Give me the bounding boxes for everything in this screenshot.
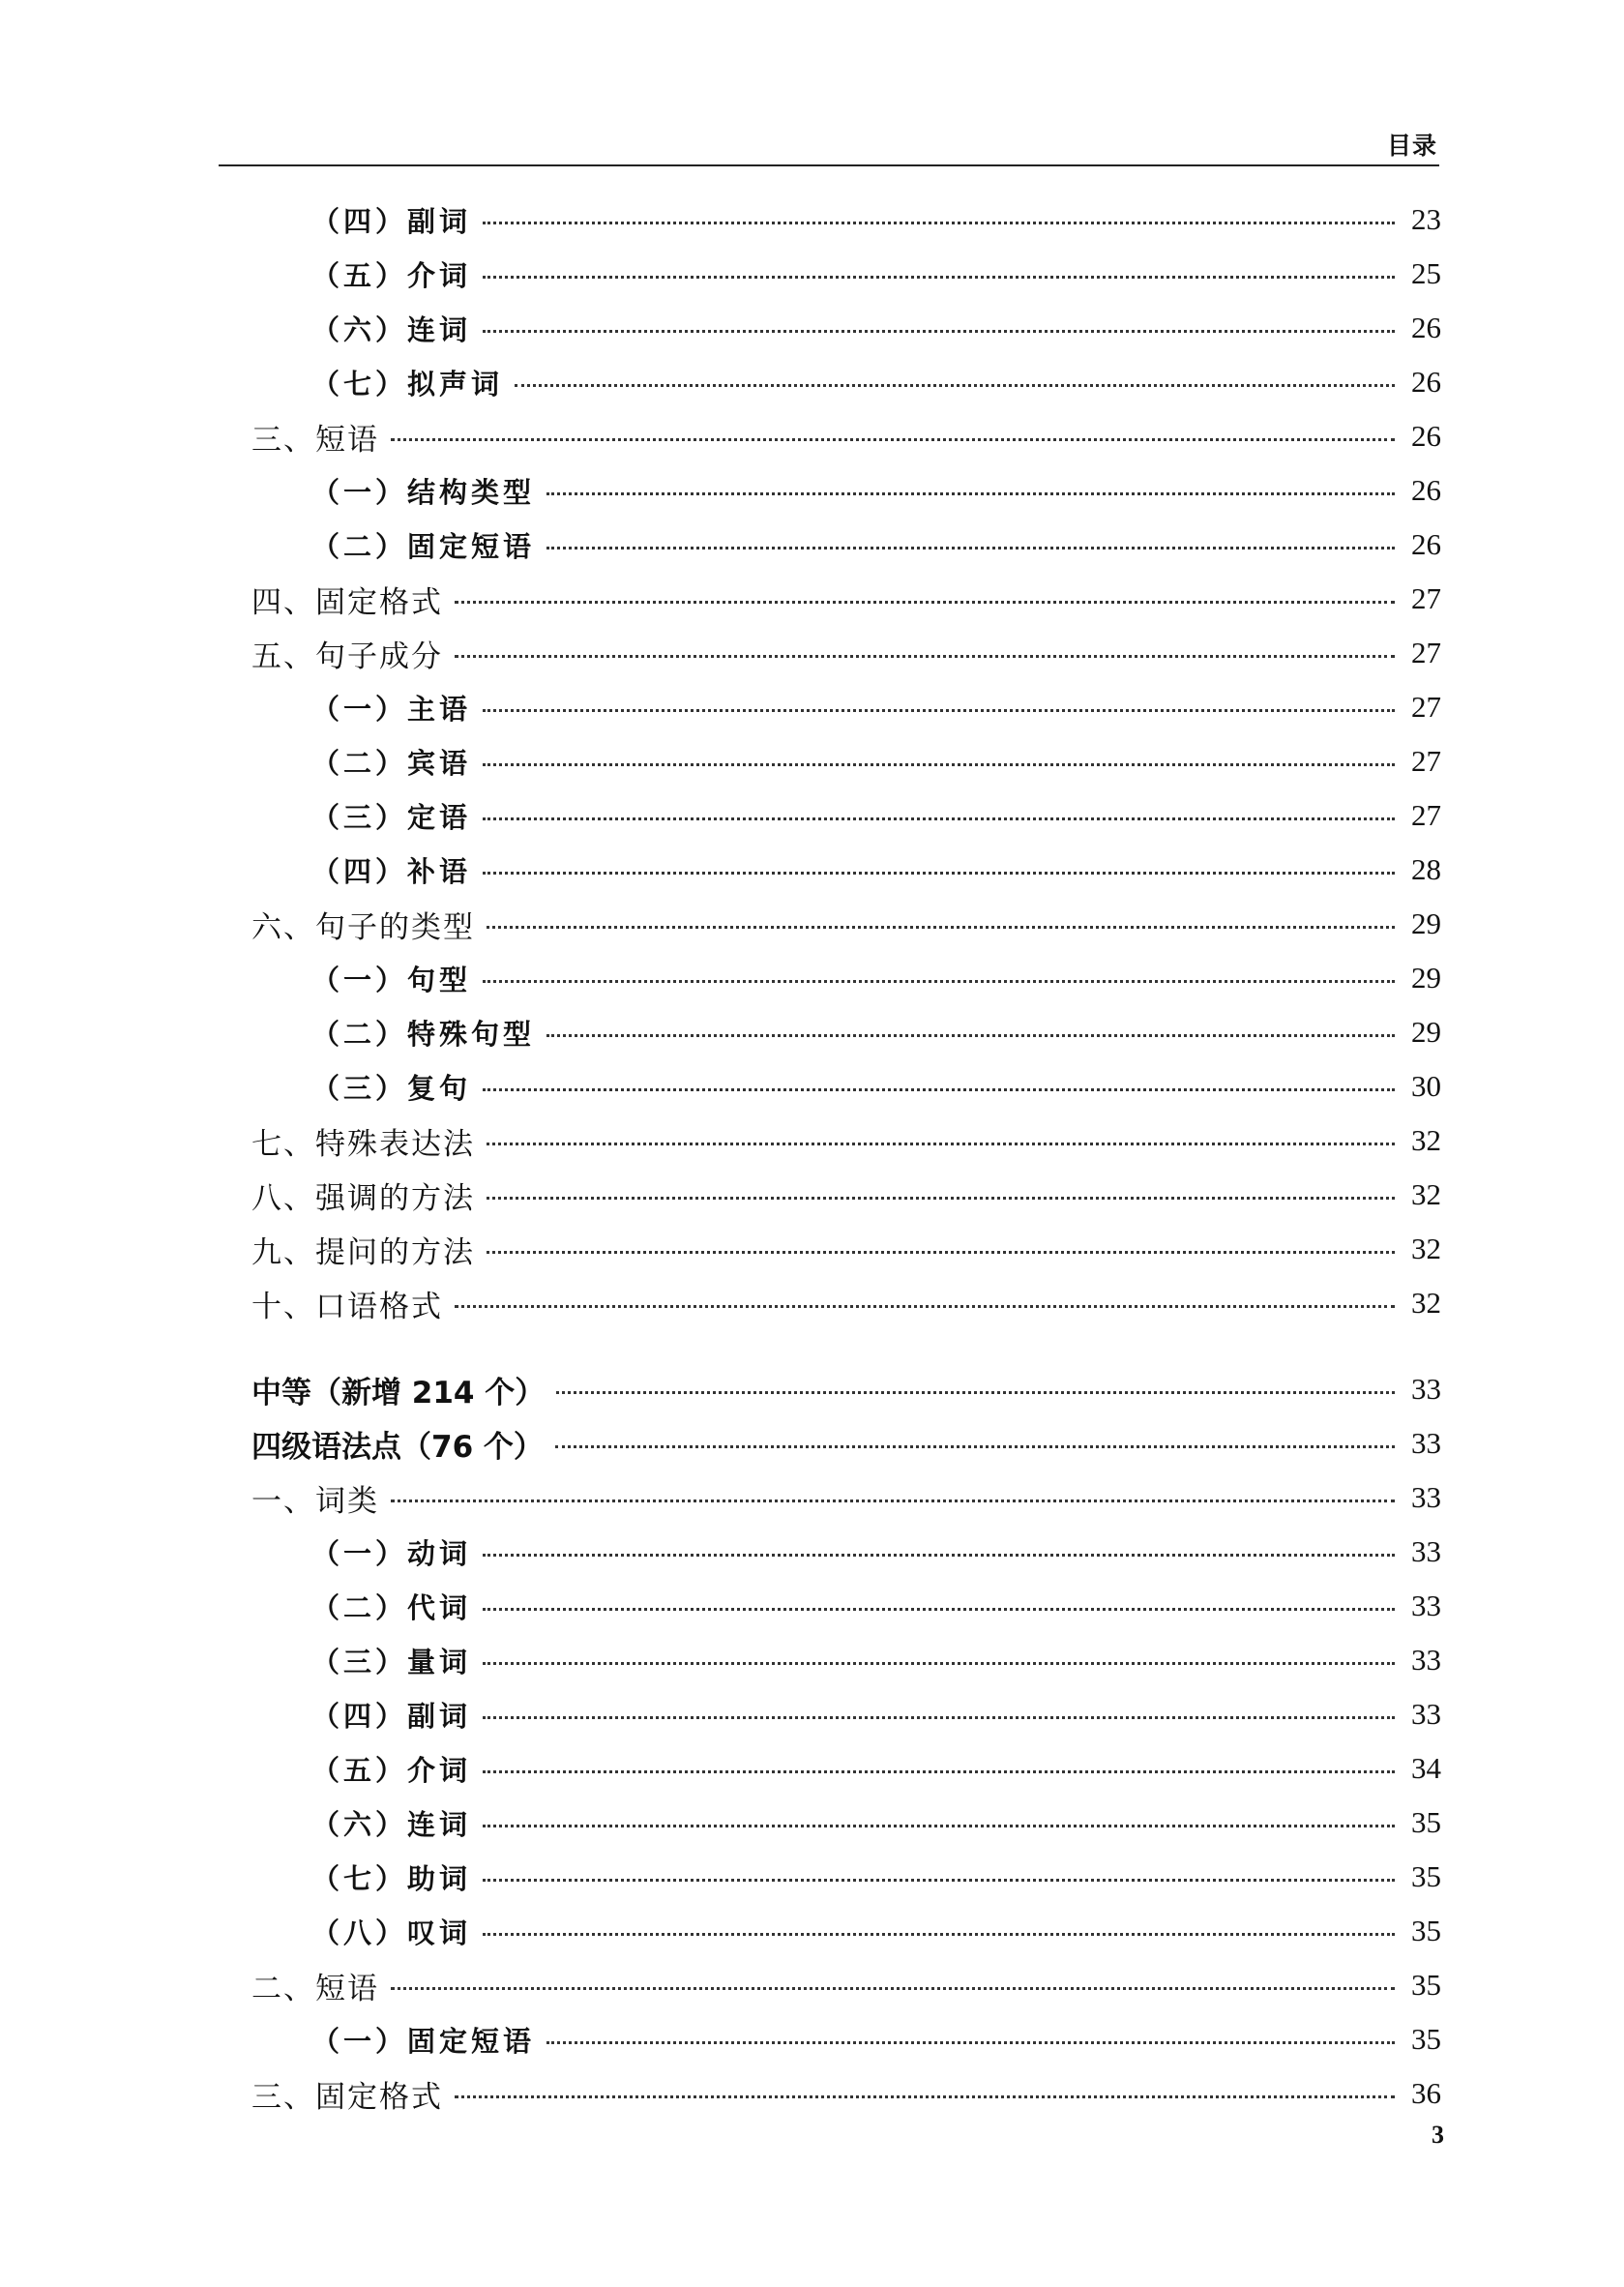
toc-entry-page: 26	[1411, 311, 1441, 344]
toc-entry-title: 十、口语格式	[251, 1289, 443, 1324]
toc-dot-leader	[455, 655, 1395, 658]
toc-entry-title: （一）结构类型	[311, 475, 536, 509]
toc-entry-title: （二）特殊句型	[311, 1017, 536, 1051]
toc-entry[interactable]	[311, 952, 1441, 1004]
toc-entry[interactable]	[251, 1471, 1441, 1524]
toc-entry-title: （三）定语	[311, 800, 472, 834]
toc-entry-page: 35	[1411, 1859, 1441, 1893]
toc-entry[interactable]	[311, 1688, 1441, 1740]
toc-entry[interactable]	[311, 1851, 1441, 1903]
toc-dot-leader	[483, 872, 1395, 875]
toc-entry-page: 32	[1411, 1286, 1441, 1320]
toc-entry-page: 36	[1411, 2076, 1441, 2110]
toc-entry-page: 26	[1411, 473, 1441, 507]
toc-entry-page: 27	[1411, 744, 1441, 778]
toc-entry-title: （一）动词	[311, 1536, 472, 1570]
toc-entry[interactable]	[311, 1797, 1441, 1849]
toc-entry[interactable]	[311, 1526, 1441, 1578]
toc-entry[interactable]	[311, 464, 1441, 517]
toc-dot-leader	[483, 1770, 1395, 1773]
toc-entry-page: 28	[1411, 852, 1441, 886]
toc-entry-page: 27	[1411, 798, 1441, 832]
toc-dot-leader	[483, 1088, 1395, 1091]
toc-entry-page: 27	[1411, 636, 1441, 669]
toc-entry-title: （五）介词	[311, 258, 472, 292]
toc-entry-title: （五）介词	[311, 1753, 472, 1787]
toc-entry-page: 32	[1411, 1232, 1441, 1265]
toc-entry[interactable]	[251, 1417, 1441, 1470]
toc-entry[interactable]	[311, 681, 1441, 733]
toc-entry-page: 26	[1411, 527, 1441, 561]
toc-entry-title: （七）拟声词	[311, 367, 504, 401]
toc-dot-leader	[546, 1034, 1395, 1037]
toc-dot-leader	[483, 1933, 1395, 1936]
toc-dot-leader	[455, 601, 1395, 604]
toc-entry-title: （六）连词	[311, 312, 472, 346]
toc-entry-page: 33	[1411, 1372, 1441, 1406]
toc-entry-title: 三、固定格式	[251, 2079, 443, 2115]
toc-entry[interactable]	[251, 1169, 1441, 1221]
toc-entry-page: 33	[1411, 1697, 1441, 1731]
toc-entry-page: 27	[1411, 581, 1441, 615]
toc-dot-leader	[483, 1608, 1395, 1611]
toc-dot-leader	[455, 1305, 1395, 1308]
toc-dot-leader	[391, 438, 1395, 441]
toc-entry-title: 三、短语	[251, 422, 379, 458]
toc-entry-page: 33	[1411, 1534, 1441, 1568]
toc-dot-leader	[546, 547, 1395, 549]
toc-dot-leader	[483, 1662, 1395, 1665]
toc-entry-page: 25	[1411, 256, 1441, 290]
toc-entry-page: 30	[1411, 1069, 1441, 1103]
toc-dot-leader	[487, 1251, 1395, 1254]
toc-entry-page: 33	[1411, 1643, 1441, 1677]
toc-entry-page: 33	[1411, 1426, 1441, 1460]
toc-entry-title: （八）叹词	[311, 1916, 472, 1949]
toc-entry-page: 26	[1411, 365, 1441, 399]
toc-dot-leader	[487, 1197, 1395, 1200]
page-number: 3	[1432, 2121, 1444, 2149]
toc-entry-title: （六）连词	[311, 1807, 472, 1841]
toc-dot-leader	[483, 276, 1395, 279]
toc-dot-leader	[483, 1879, 1395, 1882]
toc-entry-title: （一）主语	[311, 692, 472, 726]
toc-entry-title: （一）句型	[311, 963, 472, 996]
toc-entry[interactable]	[311, 1742, 1441, 1795]
toc-entry-title: （二）代词	[311, 1590, 472, 1624]
toc-entry-page: 35	[1411, 1805, 1441, 1839]
toc-entry-title: 中等（新增 214 个）	[251, 1375, 546, 1411]
toc-entry-title: （二）固定短语	[311, 529, 536, 563]
toc-entry[interactable]	[311, 302, 1441, 354]
toc-entry-title: （三）复句	[311, 1071, 472, 1105]
toc-entry[interactable]	[251, 1114, 1441, 1167]
toc-entry-title: （二）宾语	[311, 746, 472, 780]
toc-entry[interactable]	[311, 789, 1441, 842]
toc-entry-title: （四）补语	[311, 854, 472, 888]
toc-entry[interactable]	[311, 735, 1441, 787]
toc-entry[interactable]	[311, 1060, 1441, 1113]
toc-entry[interactable]	[251, 1223, 1441, 1275]
toc-dot-leader	[483, 1716, 1395, 1719]
toc-entry-title: 五、句子成分	[251, 639, 443, 674]
toc-entry-title: （一）固定短语	[311, 2024, 536, 2058]
toc-entry-page: 29	[1411, 1015, 1441, 1049]
toc-dot-leader	[391, 1500, 1395, 1502]
toc-entry[interactable]	[311, 1006, 1441, 1058]
toc-dot-leader	[555, 1445, 1395, 1448]
toc-dot-leader	[556, 1391, 1395, 1394]
toc-entry-title: （四）副词	[311, 204, 472, 238]
toc-entry-page: 29	[1411, 961, 1441, 995]
toc-dot-leader	[483, 709, 1395, 712]
toc-entry[interactable]	[251, 1363, 1441, 1415]
toc-dot-leader	[487, 926, 1395, 929]
toc-entry-page: 27	[1411, 690, 1441, 724]
toc-entry-title: （三）量词	[311, 1645, 472, 1678]
toc-entry-title: 二、短语	[251, 1971, 379, 2006]
toc-entry[interactable]	[311, 2013, 1441, 2065]
toc-entry-page: 23	[1411, 202, 1441, 236]
toc-entry-title: 八、强调的方法	[251, 1180, 475, 1216]
toc-entry[interactable]	[251, 573, 1441, 625]
toc-entry-page: 35	[1411, 1914, 1441, 1947]
toc-entry-page: 32	[1411, 1177, 1441, 1211]
toc-entry-title: 一、词类	[251, 1483, 379, 1519]
toc-dot-leader	[487, 1143, 1395, 1145]
toc-entry-page: 26	[1411, 419, 1441, 453]
toc-entry-page: 33	[1411, 1589, 1441, 1622]
toc-entry-title: （七）助词	[311, 1861, 472, 1895]
toc-entry[interactable]	[311, 1905, 1441, 1957]
toc-dot-leader	[546, 2041, 1395, 2044]
toc-dot-leader	[515, 384, 1395, 387]
toc-dot-leader	[483, 817, 1395, 820]
toc-dot-leader	[391, 1987, 1395, 1990]
toc-dot-leader	[455, 2095, 1395, 2098]
toc-entry-page: 32	[1411, 1123, 1441, 1157]
toc-dot-leader	[483, 330, 1395, 333]
toc-entry-title: （四）副词	[311, 1699, 472, 1733]
toc-entry[interactable]	[251, 2067, 1441, 2120]
toc-entry[interactable]	[311, 519, 1441, 571]
toc-entry[interactable]	[251, 1959, 1441, 2011]
toc-entry[interactable]	[311, 1634, 1441, 1686]
toc-entry[interactable]	[251, 1277, 1441, 1329]
toc-entry-title: 九、提问的方法	[251, 1234, 475, 1270]
toc-entry-title: 四、固定格式	[251, 584, 443, 620]
toc-entry[interactable]	[311, 844, 1441, 896]
toc-entry-title: 七、特殊表达法	[251, 1126, 475, 1162]
toc-dot-leader	[483, 222, 1395, 224]
toc-entry-page: 29	[1411, 906, 1441, 940]
toc-entry-title: 四级语法点（76 个）	[251, 1429, 544, 1465]
toc-dot-leader	[483, 763, 1395, 766]
toc-dot-leader	[483, 1554, 1395, 1557]
toc-entry-page: 35	[1411, 2022, 1441, 2056]
toc-entry[interactable]	[311, 356, 1441, 408]
toc-entry[interactable]	[311, 193, 1441, 246]
toc-dot-leader	[483, 980, 1395, 983]
header-title: 目录	[1386, 132, 1437, 160]
toc-dot-leader	[483, 1825, 1395, 1827]
toc-entry[interactable]	[251, 410, 1441, 462]
toc-entry[interactable]	[251, 627, 1441, 679]
toc-entry[interactable]	[311, 248, 1441, 300]
toc-entry[interactable]	[251, 898, 1441, 950]
toc-entry-page: 33	[1411, 1480, 1441, 1514]
toc-entry-page: 35	[1411, 1968, 1441, 2002]
toc-entry-page: 34	[1411, 1751, 1441, 1785]
toc-entry-title: 六、句子的类型	[251, 909, 475, 945]
toc-entry[interactable]	[311, 1580, 1441, 1632]
toc-dot-leader	[546, 492, 1395, 495]
